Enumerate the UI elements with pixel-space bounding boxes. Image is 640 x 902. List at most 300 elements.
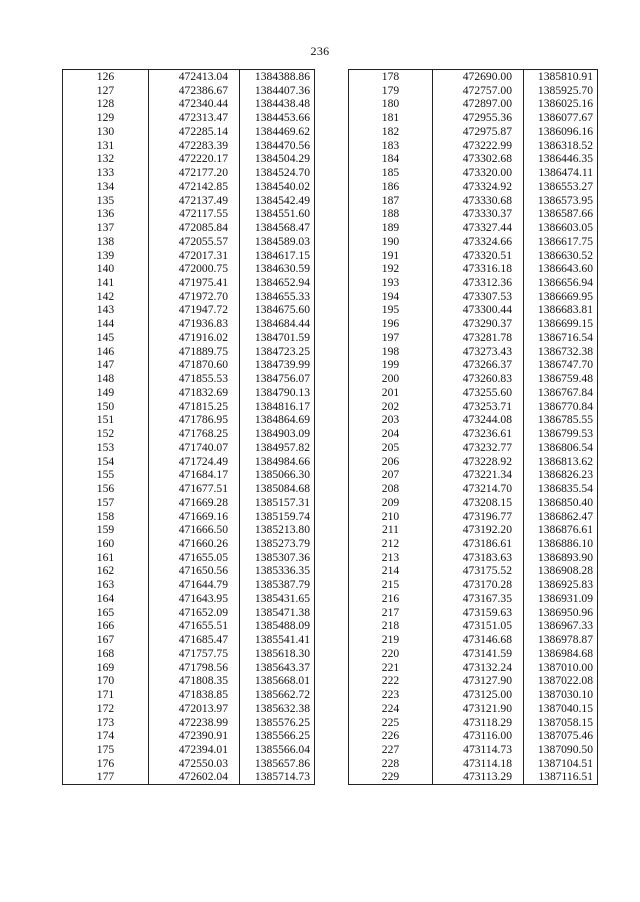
y-coordinate-cell: 1386876.61 <box>524 523 598 537</box>
y-coordinate-cell: 1384388.86 <box>240 70 315 84</box>
table-row <box>349 166 598 180</box>
x-coordinate-cell: 472177.20 <box>149 166 240 180</box>
x-coordinate-cell: 471655.51 <box>149 619 240 633</box>
table-row <box>63 235 315 249</box>
point-number-cell: 197 <box>381 330 400 344</box>
page-number: 236 <box>310 44 330 58</box>
point-number-cell: 189 <box>381 221 400 235</box>
table-row <box>349 70 598 84</box>
x-coordinate-cell: 471669.16 <box>149 510 240 524</box>
x-coordinate-cell: 473183.63 <box>433 551 524 565</box>
y-coordinate-cell: 1386446.35 <box>524 152 598 166</box>
x-coordinate-cell: 471652.09 <box>149 606 240 620</box>
point-number-cell: 181 <box>381 111 400 125</box>
y-coordinate-cell: 1386799.53 <box>524 427 598 441</box>
x-coordinate-cell: 473146.68 <box>433 633 524 647</box>
table-row <box>349 262 598 276</box>
table-row <box>349 84 598 98</box>
x-coordinate-cell: 472285.14 <box>149 125 240 139</box>
x-coordinate-cell: 473167.35 <box>433 592 524 606</box>
x-coordinate-cell: 473221.34 <box>433 468 524 482</box>
y-coordinate-cell: 1386925.83 <box>524 578 598 592</box>
y-coordinate-cell: 1386931.09 <box>524 592 598 606</box>
x-coordinate-cell: 471685.47 <box>149 633 240 647</box>
y-coordinate-cell: 1384864.69 <box>240 413 315 427</box>
table-row <box>349 496 598 510</box>
table-row <box>63 564 315 578</box>
x-coordinate-cell: 473214.70 <box>433 482 524 496</box>
y-coordinate-cell: 1384469.62 <box>240 125 315 139</box>
point-number-cell: 218 <box>381 619 400 633</box>
y-coordinate-cell: 1386806.54 <box>524 441 598 455</box>
y-coordinate-cell: 1387022.08 <box>524 674 598 688</box>
point-number-cell: 193 <box>381 276 400 290</box>
y-coordinate-cell: 1386553.27 <box>524 180 598 194</box>
point-number-cell: 202 <box>381 399 400 413</box>
table-row <box>63 441 315 455</box>
point-number-cell: 228 <box>381 756 400 770</box>
y-coordinate-cell: 1386785.55 <box>524 413 598 427</box>
table-row <box>349 482 598 496</box>
x-coordinate-cell: 473170.28 <box>433 578 524 592</box>
y-coordinate-cell: 1384723.25 <box>240 345 315 359</box>
point-number-cell: 213 <box>381 550 400 564</box>
x-coordinate-cell: 471643.95 <box>149 592 240 606</box>
point-number-cell: 149 <box>96 385 115 399</box>
table-row <box>63 194 315 208</box>
point-number-cell: 126 <box>96 70 115 83</box>
table-row <box>63 496 315 510</box>
y-coordinate-cell: 1386950.96 <box>524 606 598 620</box>
x-coordinate-cell: 473222.99 <box>433 139 524 153</box>
point-number-cell: 216 <box>381 591 400 605</box>
x-coordinate-cell: 473316.18 <box>433 262 524 276</box>
point-number-cell: 170 <box>96 674 115 688</box>
y-coordinate-cell: 1384984.66 <box>240 455 315 469</box>
x-coordinate-cell: 472757.00 <box>433 84 524 98</box>
y-coordinate-cell: 1386978.87 <box>524 633 598 647</box>
y-coordinate-cell: 1386630.52 <box>524 249 598 263</box>
table-row <box>349 688 598 702</box>
x-coordinate-cell: 471768.25 <box>149 427 240 441</box>
point-number-cell: 136 <box>96 207 115 221</box>
table-row <box>349 386 598 400</box>
x-coordinate-cell: 472897.00 <box>433 97 524 111</box>
point-number-cell: 184 <box>381 152 400 166</box>
table-row <box>349 702 598 716</box>
point-number-cell: 165 <box>96 605 115 619</box>
coordinates-table-left <box>62 69 315 785</box>
table-row <box>63 262 315 276</box>
point-number-cell: 187 <box>381 193 400 207</box>
y-coordinate-cell: 1384903.09 <box>240 427 315 441</box>
y-coordinate-cell: 1386747.70 <box>524 358 598 372</box>
y-coordinate-cell: 1385273.79 <box>240 537 315 551</box>
table-row <box>63 510 315 524</box>
x-coordinate-cell: 473127.90 <box>433 674 524 688</box>
table-row <box>349 400 598 414</box>
point-number-cell: 190 <box>381 234 400 248</box>
table-row <box>63 249 315 263</box>
y-coordinate-cell: 1385925.70 <box>524 84 598 98</box>
point-number-cell: 225 <box>381 715 400 729</box>
y-coordinate-cell: 1385632.38 <box>240 702 315 716</box>
table-row <box>63 372 315 386</box>
coordinates-table-right <box>348 69 598 785</box>
y-coordinate-cell: 1387075.46 <box>524 729 598 743</box>
point-number-cell: 208 <box>381 482 400 496</box>
table-row <box>349 358 598 372</box>
table-row <box>63 400 315 414</box>
y-coordinate-cell: 1384957.82 <box>240 441 315 455</box>
table-row <box>349 455 598 469</box>
x-coordinate-cell: 471757.75 <box>149 647 240 661</box>
x-coordinate-cell: 473232.77 <box>433 441 524 455</box>
y-coordinate-cell: 1384542.49 <box>240 194 315 208</box>
table-row <box>63 97 315 111</box>
y-coordinate-cell: 1387116.51 <box>524 770 598 784</box>
point-number-cell: 209 <box>381 495 400 509</box>
y-coordinate-cell: 1386826.23 <box>524 468 598 482</box>
table-row <box>63 125 315 139</box>
x-coordinate-cell: 471916.02 <box>149 331 240 345</box>
point-number-cell: 157 <box>96 495 115 509</box>
y-coordinate-cell: 1386886.10 <box>524 537 598 551</box>
point-number-cell: 201 <box>381 385 400 399</box>
table-row <box>349 290 598 304</box>
point-number-cell: 137 <box>96 221 115 235</box>
y-coordinate-cell: 1386683.81 <box>524 303 598 317</box>
x-coordinate-cell: 472117.55 <box>149 207 240 221</box>
y-coordinate-cell: 1385157.31 <box>240 496 315 510</box>
point-number-cell: 210 <box>381 509 400 523</box>
table-row <box>349 194 598 208</box>
y-coordinate-cell: 1386617.75 <box>524 235 598 249</box>
x-coordinate-cell: 472238.99 <box>149 716 240 730</box>
point-number-cell: 143 <box>96 303 115 317</box>
y-coordinate-cell: 1385066.30 <box>240 468 315 482</box>
table-row <box>349 303 598 317</box>
table-row <box>63 674 315 688</box>
point-number-cell: 212 <box>381 536 400 550</box>
y-coordinate-cell: 1386835.54 <box>524 482 598 496</box>
table-row <box>349 441 598 455</box>
y-coordinate-cell: 1385213.80 <box>240 523 315 537</box>
x-coordinate-cell: 473300.44 <box>433 303 524 317</box>
x-coordinate-cell: 473228.92 <box>433 455 524 469</box>
point-number-cell: 146 <box>96 344 115 358</box>
table-row <box>349 345 598 359</box>
table-row <box>63 688 315 702</box>
point-number-cell: 175 <box>96 742 115 756</box>
table-row <box>349 523 598 537</box>
table-row <box>63 770 315 784</box>
x-coordinate-cell: 473273.43 <box>433 345 524 359</box>
table-row <box>349 427 598 441</box>
x-coordinate-cell: 472017.31 <box>149 249 240 263</box>
x-coordinate-cell: 471724.49 <box>149 455 240 469</box>
point-number-cell: 152 <box>96 427 115 441</box>
table-row <box>349 139 598 153</box>
point-number-cell: 200 <box>381 372 400 386</box>
table-row <box>63 207 315 221</box>
y-coordinate-cell: 1386603.05 <box>524 221 598 235</box>
y-coordinate-cell: 1386984.68 <box>524 647 598 661</box>
table-row <box>349 633 598 647</box>
point-number-cell: 204 <box>381 427 400 441</box>
point-number-cell: 150 <box>96 399 115 413</box>
x-coordinate-cell: 472283.39 <box>149 139 240 153</box>
table-row <box>349 729 598 743</box>
table-row <box>63 592 315 606</box>
x-coordinate-cell: 473260.83 <box>433 372 524 386</box>
y-coordinate-cell: 1384675.60 <box>240 303 315 317</box>
table-row <box>63 482 315 496</box>
point-number-cell: 155 <box>96 468 115 482</box>
point-number-cell: 168 <box>96 646 115 660</box>
table-row <box>349 152 598 166</box>
y-coordinate-cell: 1384504.29 <box>240 152 315 166</box>
point-number-cell: 206 <box>381 454 400 468</box>
x-coordinate-cell: 471655.05 <box>149 551 240 565</box>
y-coordinate-cell: 1384407.36 <box>240 84 315 98</box>
table-row <box>63 619 315 633</box>
point-number-cell: 223 <box>381 688 400 702</box>
point-number-cell: 129 <box>96 111 115 125</box>
x-coordinate-cell: 472055.57 <box>149 235 240 249</box>
x-coordinate-cell: 473320.00 <box>433 166 524 180</box>
x-coordinate-cell: 473266.37 <box>433 358 524 372</box>
x-coordinate-cell: 471669.28 <box>149 496 240 510</box>
x-coordinate-cell: 472975.87 <box>433 125 524 139</box>
y-coordinate-cell: 1386759.48 <box>524 372 598 386</box>
x-coordinate-cell: 472220.17 <box>149 152 240 166</box>
y-coordinate-cell: 1384790.13 <box>240 386 315 400</box>
x-coordinate-cell: 472955.36 <box>433 111 524 125</box>
x-coordinate-cell: 472602.04 <box>149 770 240 784</box>
y-coordinate-cell: 1385541.41 <box>240 633 315 647</box>
point-number-cell: 158 <box>96 509 115 523</box>
x-coordinate-cell: 473114.73 <box>433 743 524 757</box>
coordinates-table-left-body <box>63 70 315 785</box>
x-coordinate-cell: 473196.77 <box>433 510 524 524</box>
y-coordinate-cell: 1384438.48 <box>240 97 315 111</box>
y-coordinate-cell: 1386669.95 <box>524 290 598 304</box>
y-coordinate-cell: 1386850.40 <box>524 496 598 510</box>
table-row <box>349 647 598 661</box>
point-number-cell: 199 <box>381 358 400 372</box>
table-row <box>349 606 598 620</box>
table-row <box>349 468 598 482</box>
x-coordinate-cell: 471644.79 <box>149 578 240 592</box>
table-row <box>349 372 598 386</box>
y-coordinate-cell: 1384630.59 <box>240 262 315 276</box>
y-coordinate-cell: 1385576.25 <box>240 716 315 730</box>
point-number-cell: 220 <box>381 646 400 660</box>
x-coordinate-cell: 471808.35 <box>149 674 240 688</box>
table-row <box>349 578 598 592</box>
point-number-cell: 196 <box>381 317 400 331</box>
x-coordinate-cell: 473302.68 <box>433 152 524 166</box>
x-coordinate-cell: 473236.61 <box>433 427 524 441</box>
table-row <box>63 345 315 359</box>
x-coordinate-cell: 471832.69 <box>149 386 240 400</box>
table-row <box>63 661 315 675</box>
point-number-cell: 151 <box>96 413 115 427</box>
point-number-cell: 191 <box>381 248 400 262</box>
table-row <box>63 139 315 153</box>
table-row <box>349 757 598 771</box>
table-row <box>63 70 315 84</box>
y-coordinate-cell: 1386813.62 <box>524 455 598 469</box>
point-number-cell: 172 <box>96 701 115 715</box>
point-number-cell: 173 <box>96 715 115 729</box>
x-coordinate-cell: 473192.20 <box>433 523 524 537</box>
y-coordinate-cell: 1384589.03 <box>240 235 315 249</box>
table-row <box>349 592 598 606</box>
table-row <box>349 661 598 675</box>
point-number-cell: 183 <box>381 138 400 152</box>
y-coordinate-cell: 1387090.50 <box>524 743 598 757</box>
y-coordinate-cell: 1384453.66 <box>240 111 315 125</box>
point-number-cell: 203 <box>381 413 400 427</box>
y-coordinate-cell: 1385084.68 <box>240 482 315 496</box>
point-number-cell: 177 <box>96 770 115 784</box>
y-coordinate-cell: 1387010.00 <box>524 661 598 675</box>
point-number-cell: 132 <box>96 152 115 166</box>
point-number-cell: 211 <box>382 523 399 537</box>
point-number-cell: 214 <box>381 564 400 578</box>
y-coordinate-cell: 1384655.33 <box>240 290 315 304</box>
y-coordinate-cell: 1386656.94 <box>524 276 598 290</box>
table-row <box>349 235 598 249</box>
x-coordinate-cell: 471975.41 <box>149 276 240 290</box>
y-coordinate-cell: 1385159.74 <box>240 510 315 524</box>
y-coordinate-cell: 1384617.15 <box>240 249 315 263</box>
y-coordinate-cell: 1384701.59 <box>240 331 315 345</box>
point-number-cell: 163 <box>96 578 115 592</box>
point-number-cell: 169 <box>96 660 115 674</box>
table-row <box>63 84 315 98</box>
x-coordinate-cell: 473159.63 <box>433 606 524 620</box>
y-coordinate-cell: 1385431.65 <box>240 592 315 606</box>
point-number-cell: 167 <box>96 633 115 647</box>
point-number-cell: 194 <box>381 289 400 303</box>
x-coordinate-cell: 473121.90 <box>433 702 524 716</box>
x-coordinate-cell: 471870.60 <box>149 358 240 372</box>
point-number-cell: 219 <box>381 633 400 647</box>
table-row <box>349 317 598 331</box>
table-row <box>63 152 315 166</box>
y-coordinate-cell: 1386318.52 <box>524 139 598 153</box>
table-row <box>63 331 315 345</box>
point-number-cell: 138 <box>96 234 115 248</box>
point-number-cell: 135 <box>96 193 115 207</box>
point-number-cell: 147 <box>96 358 115 372</box>
table-row <box>349 125 598 139</box>
x-coordinate-cell: 473186.61 <box>433 537 524 551</box>
table-row <box>63 180 315 194</box>
x-coordinate-cell: 473125.00 <box>433 688 524 702</box>
table-row <box>63 606 315 620</box>
x-coordinate-cell: 471815.25 <box>149 400 240 414</box>
point-number-cell: 176 <box>96 756 115 770</box>
point-number-cell: 130 <box>96 124 115 138</box>
point-number-cell: 141 <box>96 276 115 290</box>
point-number-cell: 140 <box>96 262 115 276</box>
y-coordinate-cell: 1386096.16 <box>524 125 598 139</box>
point-number-cell: 207 <box>381 468 400 482</box>
x-coordinate-cell: 473141.59 <box>433 647 524 661</box>
y-coordinate-cell: 1385566.04 <box>240 743 315 757</box>
y-coordinate-cell: 1386587.66 <box>524 207 598 221</box>
point-number-cell: 154 <box>96 454 115 468</box>
point-number-cell: 159 <box>96 523 115 537</box>
point-number-cell: 192 <box>381 262 400 276</box>
y-coordinate-cell: 1384551.60 <box>240 207 315 221</box>
x-coordinate-cell: 471684.17 <box>149 468 240 482</box>
point-number-cell: 227 <box>381 742 400 756</box>
y-coordinate-cell: 1384540.02 <box>240 180 315 194</box>
y-coordinate-cell: 1384684.44 <box>240 317 315 331</box>
x-coordinate-cell: 473312.36 <box>433 276 524 290</box>
table-row <box>63 716 315 730</box>
table-row <box>63 729 315 743</box>
table-row <box>63 551 315 565</box>
x-coordinate-cell: 473208.15 <box>433 496 524 510</box>
x-coordinate-cell: 471936.83 <box>149 317 240 331</box>
point-number-cell: 229 <box>381 770 400 784</box>
y-coordinate-cell: 1386077.67 <box>524 111 598 125</box>
y-coordinate-cell: 1385566.25 <box>240 729 315 743</box>
y-coordinate-cell: 1385810.91 <box>524 70 598 84</box>
table-row <box>349 510 598 524</box>
y-coordinate-cell: 1386770.84 <box>524 400 598 414</box>
point-number-cell: 166 <box>96 619 115 633</box>
y-coordinate-cell: 1384739.99 <box>240 358 315 372</box>
table-row <box>63 166 315 180</box>
x-coordinate-cell: 472142.85 <box>149 180 240 194</box>
table-row <box>63 578 315 592</box>
table-row <box>63 290 315 304</box>
point-number-cell: 174 <box>96 729 115 743</box>
y-coordinate-cell: 1384816.17 <box>240 400 315 414</box>
table-row <box>63 537 315 551</box>
y-coordinate-cell: 1386862.47 <box>524 510 598 524</box>
point-number-cell: 145 <box>96 330 115 344</box>
x-coordinate-cell: 473324.66 <box>433 235 524 249</box>
table-row <box>63 427 315 441</box>
y-coordinate-cell: 1386716.54 <box>524 331 598 345</box>
table-row <box>63 647 315 661</box>
x-coordinate-cell: 473253.71 <box>433 400 524 414</box>
table-row <box>63 221 315 235</box>
x-coordinate-cell: 471666.50 <box>149 523 240 537</box>
y-coordinate-cell: 1385387.79 <box>240 578 315 592</box>
x-coordinate-cell: 472386.67 <box>149 84 240 98</box>
x-coordinate-cell: 472137.49 <box>149 194 240 208</box>
y-coordinate-cell: 1387058.15 <box>524 716 598 730</box>
x-coordinate-cell: 473114.18 <box>433 757 524 771</box>
y-coordinate-cell: 1386474.11 <box>524 166 598 180</box>
x-coordinate-cell: 471677.51 <box>149 482 240 496</box>
x-coordinate-cell: 473175.52 <box>433 564 524 578</box>
y-coordinate-cell: 1386767.84 <box>524 386 598 400</box>
point-number-cell: 222 <box>381 674 400 688</box>
table-row <box>63 358 315 372</box>
y-coordinate-cell: 1385643.37 <box>240 661 315 675</box>
x-coordinate-cell: 473281.78 <box>433 331 524 345</box>
